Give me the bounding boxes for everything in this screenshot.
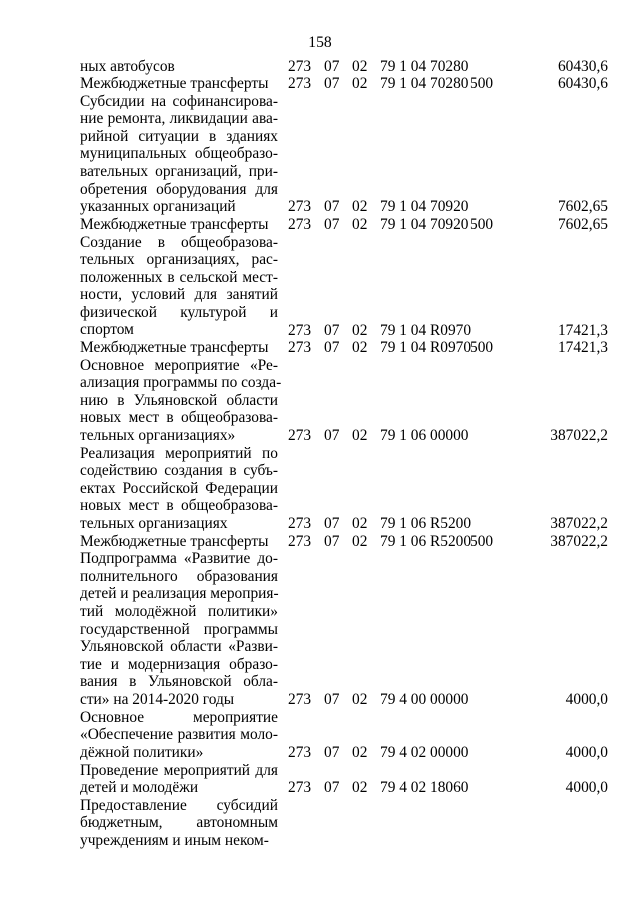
target-article-code: 79 1 04 70920	[380, 215, 469, 233]
subsection-code: 02	[352, 779, 368, 797]
item-name-line: ектах Российской Федерации	[80, 479, 278, 497]
amount-value: 4000,0	[565, 691, 608, 709]
item-name-line: новых мест в общеобразова-	[80, 497, 278, 515]
item-name-line: рийной ситуации в зданиях	[80, 127, 278, 145]
item-name-line: полнительного образования	[80, 567, 278, 585]
expense-type-code: 500	[470, 532, 494, 550]
item-name-line: ности, условий для занятий	[80, 286, 278, 304]
item-name-line: вания в Ульяновской обла-	[80, 673, 278, 691]
item-name-line: государственной программы	[80, 620, 278, 638]
item-name-line: вательных организаций, при-	[80, 163, 278, 181]
item-name-line: тельных организациях	[80, 515, 228, 533]
amount-value: 7602,65	[557, 198, 608, 216]
section-code: 07	[324, 532, 340, 550]
target-article-code: 79 1 04 70280	[380, 57, 469, 75]
section-code: 07	[324, 198, 340, 216]
ministry-code: 273	[288, 691, 312, 709]
section-code: 07	[324, 427, 340, 445]
ministry-code: 273	[288, 339, 312, 357]
subsection-code: 02	[352, 743, 368, 761]
ministry-code: 273	[288, 57, 312, 75]
item-name	[80, 797, 278, 850]
section-code: 07	[324, 515, 340, 533]
item-name-line: указанных организаций	[80, 198, 236, 216]
section-code: 07	[324, 57, 340, 75]
item-name	[80, 550, 278, 708]
expense-type-code: 500	[470, 339, 494, 357]
item-name-line: «Обеспечение развития моло-	[80, 726, 278, 744]
amount-value: 4000,0	[565, 779, 608, 797]
section-code: 07	[324, 743, 340, 761]
amount-value: 17421,3	[557, 339, 608, 357]
item-name-line: бюджетным, автономным	[80, 814, 278, 832]
item-name	[80, 762, 278, 797]
item-name-line: Межбюджетные трансферты	[80, 532, 269, 550]
target-article-code: 79 4 02 18060	[380, 779, 469, 797]
ministry-code: 273	[288, 198, 312, 216]
target-article-code: 79 1 06 R5200	[380, 532, 472, 550]
page-number: 158	[308, 34, 332, 51]
item-name-line: Проведение мероприятий для	[80, 761, 278, 779]
subsection-code: 02	[352, 75, 368, 93]
item-name-line: содействию создания в субъ-	[80, 462, 278, 480]
section-code: 07	[324, 339, 340, 357]
subsection-code: 02	[352, 215, 368, 233]
item-name	[80, 445, 278, 533]
target-article-code: 79 1 06 R5200	[380, 515, 472, 533]
expense-type-code: 500	[470, 215, 494, 233]
ministry-code: 273	[288, 779, 312, 797]
section-code: 07	[324, 321, 340, 339]
target-article-code: 79 1 04 70280	[380, 75, 469, 93]
section-code: 07	[324, 779, 340, 797]
amount-value: 4000,0	[565, 743, 608, 761]
subsection-code: 02	[352, 321, 368, 339]
subsection-code: 02	[352, 691, 368, 709]
item-name-line: положенных в сельской мест-	[80, 268, 278, 286]
item-name	[80, 709, 278, 762]
subsection-code: 02	[352, 198, 368, 216]
section-code: 07	[324, 215, 340, 233]
item-name-line: тельных организациях»	[80, 427, 236, 445]
item-name-line: ние ремонта, ликвидации ава-	[80, 110, 278, 128]
item-name-line: Субсидии на софинансирова-	[80, 92, 278, 110]
item-name-line: ных автобусов	[80, 57, 175, 75]
item-name-line: детей и молодёжи	[80, 779, 199, 797]
item-name-line: детей и реализация мероприя-	[80, 585, 279, 603]
item-name-line: Подпрограмма «Развитие до-	[80, 550, 278, 568]
item-name-line: учреждениям и иным неком-	[80, 831, 269, 849]
target-article-code: 79 1 04 70920	[380, 198, 469, 216]
ministry-code: 273	[288, 321, 312, 339]
target-article-code: 79 1 04 R0970	[380, 339, 472, 357]
item-name-line: обретения оборудования для	[80, 180, 278, 198]
item-name-line: Основное мероприятие	[80, 708, 278, 726]
amount-value: 60430,6	[557, 75, 608, 93]
item-name-line: спортом	[80, 321, 134, 339]
item-name-line: сти» на 2014-2020 годы	[80, 691, 235, 709]
item-name-line: тельных организациях, рас-	[80, 251, 278, 269]
expense-type-code: 500	[470, 75, 494, 93]
ministry-code: 273	[288, 215, 312, 233]
amount-value: 17421,3	[557, 321, 608, 339]
item-name	[80, 356, 282, 445]
item-name-line: нию в Ульяновской области	[80, 391, 278, 409]
amount-value: 387022,2	[550, 532, 608, 550]
amount-value: 7602,65	[557, 215, 608, 233]
ministry-code: 273	[288, 75, 312, 93]
amount-value: 60430,6	[557, 57, 608, 75]
amount-value: 387022,2	[550, 515, 608, 533]
item-name	[80, 93, 278, 216]
item-name-line: Создание в общеобразова-	[80, 233, 278, 251]
item-name-line: физической культурой и	[80, 303, 278, 321]
target-article-code: 79 1 06 00000	[380, 427, 469, 445]
subsection-code: 02	[352, 339, 368, 357]
item-name-line: Межбюджетные трансферты	[80, 75, 269, 93]
target-article-code: 79 1 04 R0970	[380, 321, 472, 339]
item-name-line: муниципальных общеобразо-	[80, 145, 278, 163]
ministry-code: 273	[288, 532, 312, 550]
item-name-line: новых мест в общеобразова-	[80, 409, 278, 427]
item-name-line: Межбюджетные трансферты	[80, 339, 269, 357]
target-article-code: 79 4 00 00000	[380, 691, 469, 709]
item-name-line: Основное мероприятие «Ре-	[80, 356, 278, 374]
subsection-code: 02	[352, 532, 368, 550]
subsection-code: 02	[352, 427, 368, 445]
item-name-line: тий молодёжной политики»	[80, 603, 278, 621]
ministry-code: 273	[288, 515, 312, 533]
item-name	[80, 216, 278, 234]
item-name-line: Предоставление субсидий	[80, 796, 278, 814]
item-name-line: ализация программы по созда-	[80, 374, 282, 392]
item-name-line: тие и модернизация образо-	[80, 655, 278, 673]
item-name-line: Реализация мероприятий по	[80, 444, 278, 462]
amount-value: 387022,2	[550, 427, 608, 445]
subsection-code: 02	[352, 515, 368, 533]
item-name	[80, 234, 278, 340]
section-code: 07	[324, 75, 340, 93]
section-code: 07	[324, 691, 340, 709]
target-article-code: 79 4 02 00000	[380, 743, 469, 761]
item-name	[80, 58, 278, 76]
item-name	[80, 75, 278, 93]
ministry-code: 273	[288, 743, 312, 761]
item-name-line: дёжной политики»	[80, 743, 204, 761]
item-name-line: Ульяновской области «Разви-	[80, 638, 278, 656]
ministry-code: 273	[288, 427, 312, 445]
subsection-code: 02	[352, 57, 368, 75]
item-name	[80, 533, 278, 551]
item-name	[80, 339, 278, 357]
item-name-line: Межбюджетные трансферты	[80, 215, 269, 233]
